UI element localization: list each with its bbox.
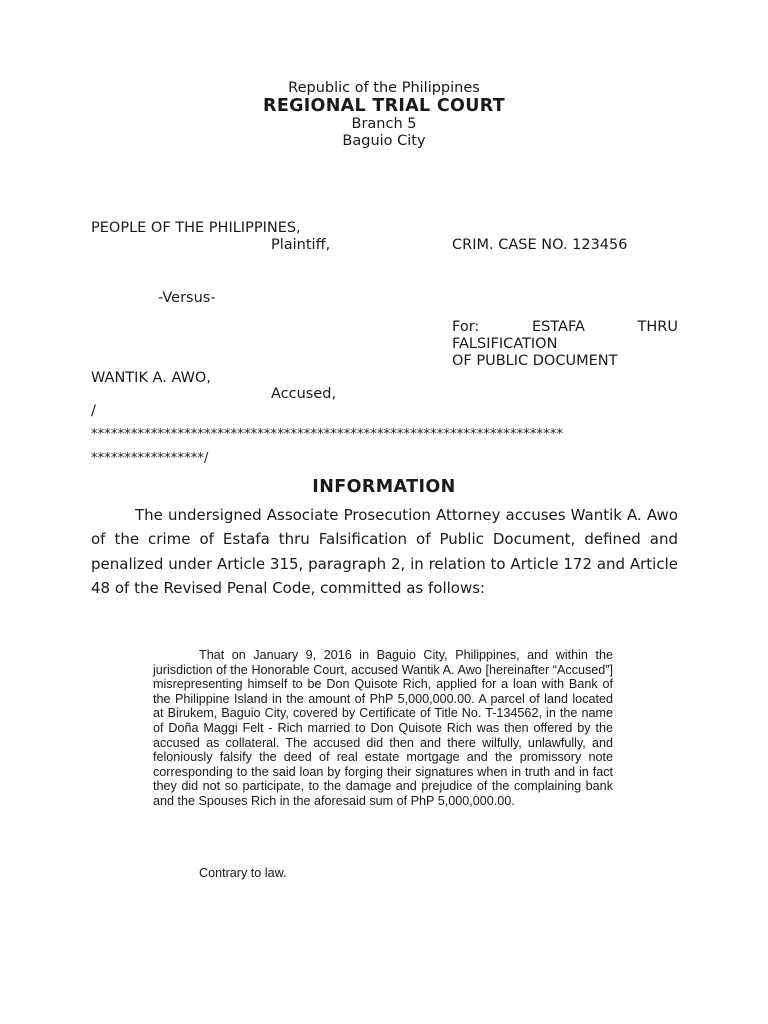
versus-label: -Versus- [158,290,216,306]
offense-word-estafa: ESTAFA [531,319,585,335]
accused-role: Accused, [271,386,337,402]
separator-stars-2: *****************/ [91,451,209,466]
allegation-paragraph: That on January 9, 2016 in Baguio City, Philippines, and within the jurisdiction of the Honorable Court, accused Wantik A. Awo [hereinafter “Accused”] misrepresenting himself to be Don Quisote Rich, applied for a loan with Bank of the Philippine Island in the amount of PhP 5,000,000.00. A parcel of land located at Birukem, Baguio City, covered by Certificate of Title No. T-134562, in the name of Doña Maggi Felt - Rich married to Don Quisote Rich was then offered by the accused as collateral. The accused did then and there wilfully, unlawfully, and feloniously falsify the deed of real estate mortgage and the promissory note corresponding to the said loan by forging their signatures when in truth and in fact they did not so participate, to the damage and prejudice of the complaining bank and the Spouses Rich in the aforesaid sum of PhP 5,000,000.00. [153,648,613,808]
closing-statement: Contrary to law. [199,866,287,880]
header-branch: Branch 5 [351,116,417,132]
plaintiff-name: PEOPLE OF THE PHILIPPINES, [91,220,301,236]
intro-paragraph: The undersigned Associate Prosecution Attorney accuses Wantik A. Awo of the crime of Estafa thru Falsification of Public Document, defined and penalized under Article 315, paragraph 2, in relation to Article 172 and Article 48 of the Revised Penal Code, committed as follows: [91,506,678,598]
plaintiff-role: Plaintiff, [271,237,331,253]
caption-slash: / [91,403,96,419]
for-label: For: [452,319,480,335]
header-court-name: REGIONAL TRIAL COURT [263,96,505,116]
accused-name: WANTIK A. AWO, [91,370,211,386]
separator-stars-1: *********************************************************************** [91,427,564,442]
offense-line-2: FALSIFICATION [452,336,558,352]
document-title: INFORMATION [312,477,456,497]
offense-line-1 [452,318,678,336]
header-city: Baguio City [342,133,426,149]
offense-line-3: OF PUBLIC DOCUMENT [452,353,618,369]
offense-word-thru: THRU [637,319,678,335]
case-number: CRIM. CASE NO. 123456 [452,237,628,253]
header-republic: Republic of the Philippines [288,80,480,96]
